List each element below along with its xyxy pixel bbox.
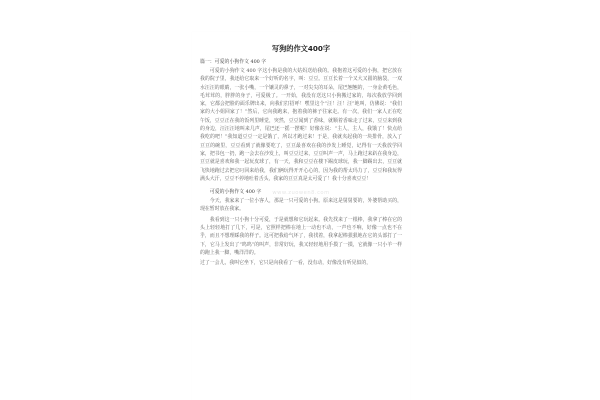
paragraph: 今天，我家来了一位小客人，那是一只可爱的小狗。原来这是舅舅要的，外婆帮助买的，现在暂时放在我家。 — [200, 198, 402, 213]
watermark: www.zuowen8.com — [272, 190, 330, 196]
paragraph: 可爱的小狗作文 400 字这小狗是我的大姑妈送给我的。我抱着这可爱的小狗，把它放在我的院子里，我还给它取来一个好听的名字，叫：豆豆。豆豆长着一个又大又圆的脑袋，一双水汪汪的眼睛，一张小嘴，一个镶灵的鼻子，一对尖尖的耳朵，尾巴翘翘的，一身金黄毛色，毛茸茸的，胖胖的身子，可爱极了。一开始，我没有送这只小狗搬过家的，每次我放学回到家，它都会把脸的面乐牌出来，向我们打招呼！嘿里这个“汪！汪！汪”地叫，仿佛说：“我们家的大小姐回家了！”然后，它向我跑来，抱着我的裤子往家走。有一次，我们一家人正在吃午饭，豆豆正在我的饭列里睡觉，突然，豆豆闻到了香味，就顺着香味走了过来，豆豆来到我的身边，汪汪汪地叫来几声，尾巴还一摇一摆呢！好像在说：“主人，主人，我饿了！快点给我吃的吧！”我知道豆豆一定是饿了，所以才跑过来！于是，我就夹起我的一块排骨，放入了豆豆的碗里，豆豆看到了就像要吃了，豆豆最喜欢在我的沙发上睡觉，记得有一天我放学回家，把书包一扔，跑一会去在沙发上，叫豆豆过来，豆豆叫声一声，马上跑过来趴在我身边，豆豆就是喜欢和我一起玩皮球了，有一天，我和豆豆在楼下踢皮球玩，我一脚踢出去，豆豆就飞快地跑过去把它叼回来给我，我们俩玩得开开心心的，因为我的帮太玛力了，豆豆和我玩得满头大汗，豆豆不停地吐着舌头，我家的豆豆真是太可爱了！我十分喜欢豆豆！ — [200, 68, 402, 182]
document-title: 写狗的作文400字 — [271, 44, 331, 53]
paragraph: 我看到这一只小狗十分可爱，于是就想和它玩起来。我先找来了一根棒，我拿了棒在它的头上轻轻地打了几下，可是，它照样把棒在地上一动也不动，一声也不响，好像一点也不在乎，而且不想理睬我的样子。这可把我给气坏了，我找着，我拿起棒狠狠地在它的头部打了一下，它马上发出了“呜呜”的叫声，非常好玩，我又轻轻地用手摸了一摸，它就像一只小羊一样的跑上我一脚，嘴洋洋的。 — [200, 216, 402, 256]
section-heading: 篇一：可爱的小狗作文 400 字 — [200, 59, 267, 65]
document-page — [192, 32, 410, 400]
paragraph: 过了一会儿，我叫它坐下，它只是向我看了一看，没有动，好像没有听见似的， — [200, 260, 372, 267]
section-heading: 可爱的小狗作文 400 字 — [209, 189, 262, 196]
